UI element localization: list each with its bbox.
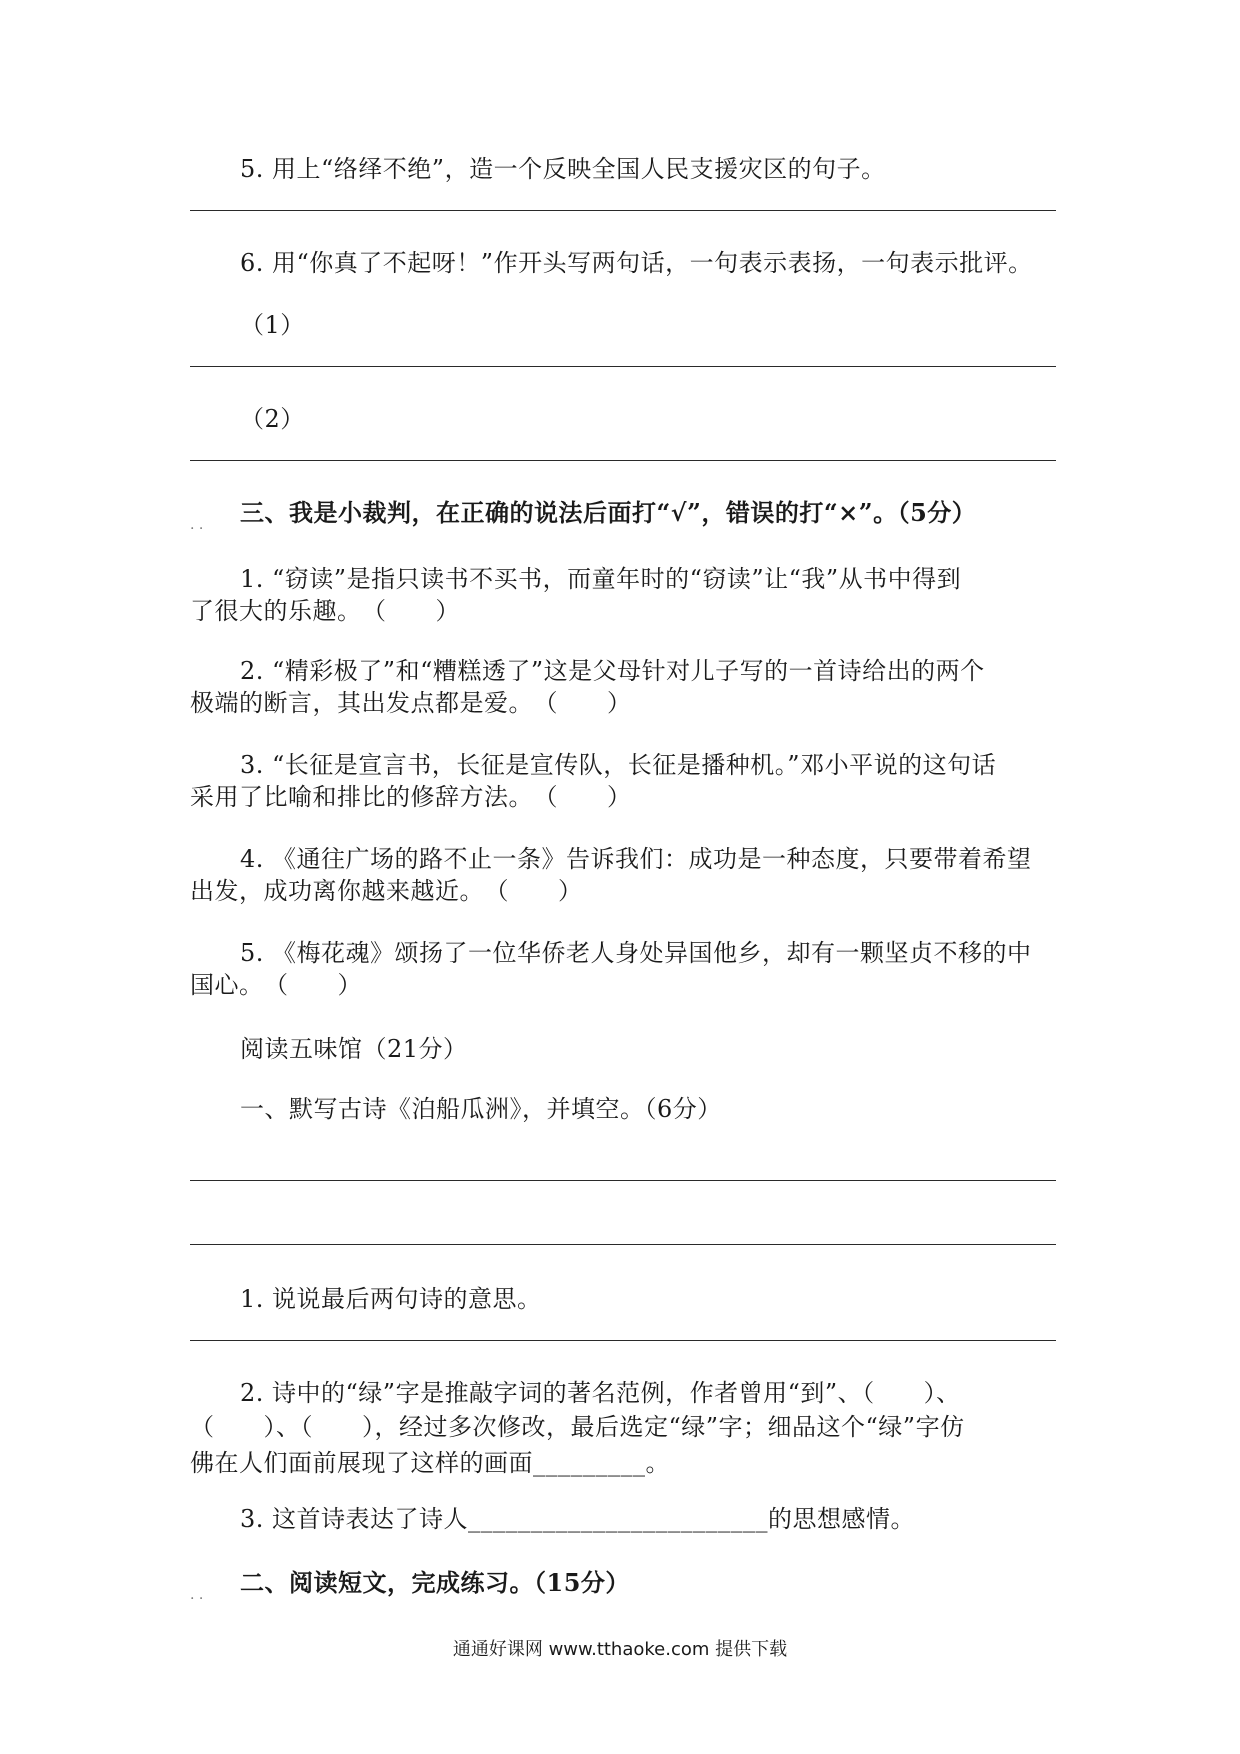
answer-line xyxy=(190,1340,1056,1341)
reading-part-1-title: 一、默写古诗《泊船瓜洲》，并填空。（6分） xyxy=(240,1095,722,1123)
judge-item-1-line-1: 1. “窃读”是指只读书不买书，而童年时的“窃读”让“我”从书中得到 xyxy=(240,565,962,593)
judge-item-5-line-2: 国心。 （ ） xyxy=(190,971,362,999)
judge-item-3-line-2: 采用了比喻和排比的修辞方法。 （ ） xyxy=(190,783,632,811)
reading-question-2-line-1: 2. 诗中的“绿”字是推敲字词的著名范例，作者曾用“到”、（ ）、 xyxy=(240,1379,961,1407)
answer-line xyxy=(190,1180,1056,1181)
question-5: 5. 用上“络绎不绝”，造一个反映全国人民支援灾区的句子。 xyxy=(240,155,886,183)
answer-line xyxy=(190,210,1056,211)
page-footer: 通通好课网 www.tthaoke.com 提供下载 xyxy=(452,1639,788,1660)
judge-item-4-line-2: 出发，成功离你越来越近。 （ ） xyxy=(190,877,583,905)
reading-heading: 阅读五味馆（21分） xyxy=(240,1035,468,1063)
judge-item-4-line-1: 4. 《通往广场的路不止一条》告诉我们：成功是一种态度，只要带着希望 xyxy=(240,845,1032,873)
judge-item-3-line-1: 3. “长征是宣言书，长征是宣传队，长征是播种机。”邓小平说的这句话 xyxy=(240,751,997,779)
judge-item-2-line-2: 极端的断言，其出发点都是爱。 （ ） xyxy=(190,689,632,717)
section-3-title: 三、我是小裁判，在正确的说法后面打“√”，错误的打“×”。（5分） xyxy=(240,498,977,527)
margin-mark: . . xyxy=(190,517,204,533)
question-6: 6. 用“你真了不起呀！”作开头写两句话，一句表示表扬，一句表示批评。 xyxy=(240,249,1033,277)
question-6-sub-1: （1） xyxy=(240,311,305,339)
answer-line xyxy=(190,460,1056,461)
judge-item-1-line-2: 了很大的乐趣。 （ ） xyxy=(190,597,460,625)
judge-item-5-line-1: 5. 《梅花魂》颂扬了一位华侨老人身处异国他乡，却有一颗坚贞不移的中 xyxy=(240,939,1032,967)
question-6-sub-2: （2） xyxy=(240,405,305,433)
judge-item-2-line-1: 2. “精彩极了”和“糟糕透了”这是父母针对儿子写的一首诗给出的两个 xyxy=(240,657,985,685)
reading-question-2-line-2: （ ）、（ ），经过多次修改，最后选定“绿”字；细品这个“绿”字仿 xyxy=(190,1413,965,1441)
reading-question-3: 3. 这首诗表达了诗人________________________的思想感情。 xyxy=(240,1505,916,1533)
margin-mark: . . xyxy=(190,1587,204,1603)
answer-line xyxy=(190,1244,1056,1245)
reading-question-2-line-3: 佛在人们面前展现了这样的画面_________。 xyxy=(190,1449,670,1477)
reading-part-2-title: 二、阅读短文，完成练习。（15分） xyxy=(240,1568,630,1597)
reading-question-1: 1. 说说最后两句诗的意思。 xyxy=(240,1285,542,1313)
answer-line xyxy=(190,366,1056,367)
